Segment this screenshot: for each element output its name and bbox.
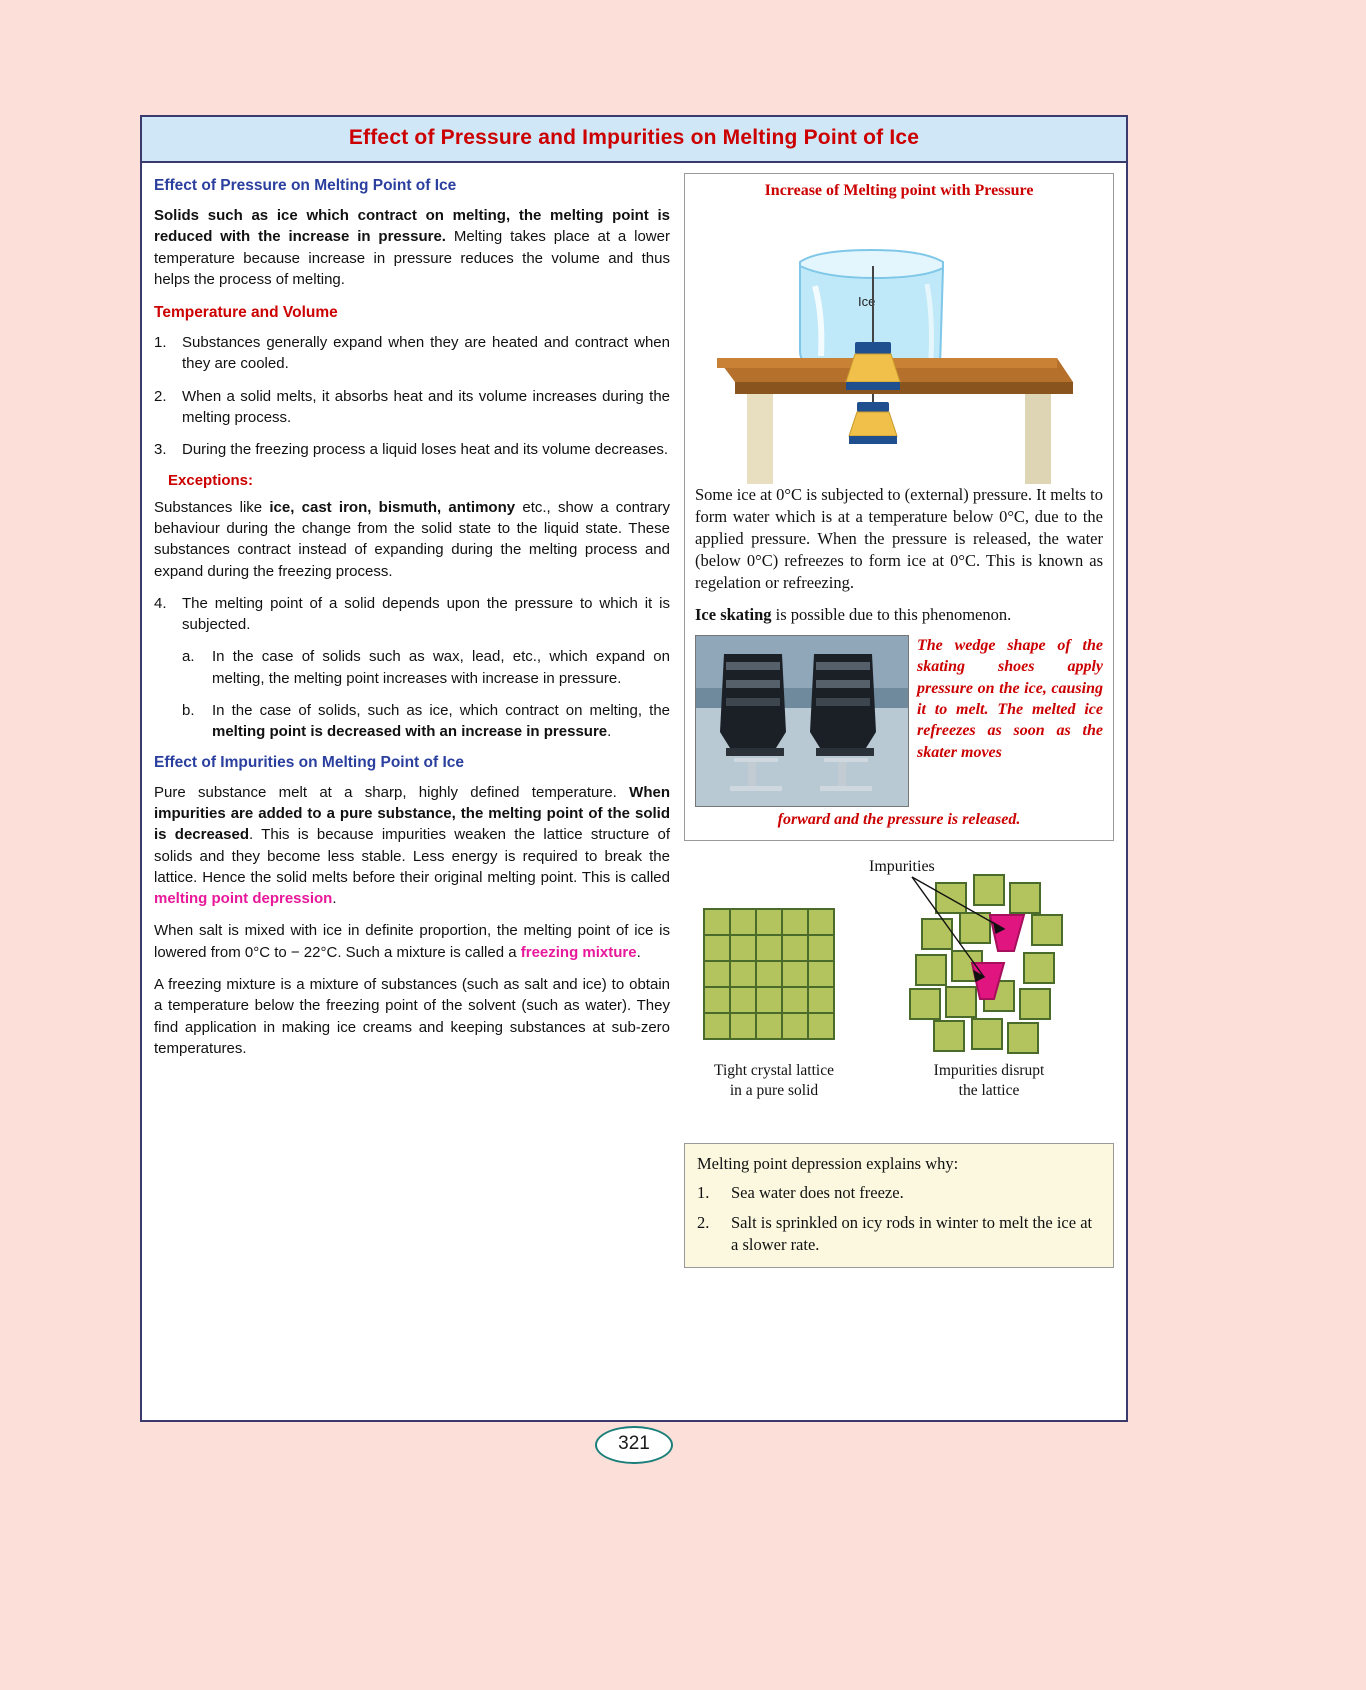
exceptions-post: etc., show a contrary behaviour during the change from the solid state to the liquid state. These substances contract instead of expanding during the melting process and expand during the freezing process. [154, 498, 670, 580]
list-item [182, 646, 670, 689]
ice-skating-rest: is possible due to this phenomenon. [771, 604, 1012, 624]
page-number: 321 [595, 1426, 673, 1464]
list-item-text: During the freezing process a liquid loses heat and its volume decreases. [182, 441, 669, 459]
impurities-mid: . This is because impurities weaken the lattice structure of solids and they become less stable. Less energy is required to break the lattice. Hence the solid melts before their original melting point. This is called [154, 826, 670, 886]
lattice-diagram-svg [684, 853, 1090, 1089]
note-box-melting-depression [684, 1143, 1114, 1268]
freezing-mixture-pre: When salt is mixed with ice in definite proportion, the melting point of ice is lowered from 0°C to − 22°C. Such a mixture is called a [154, 922, 670, 961]
list-item-text: Substances generally expand when they are heated and contract when they are cooled. [182, 334, 670, 373]
pressure-figure-box [684, 173, 1114, 841]
skating-caption-part1: The wedge shape of the skating shoes apply pressure on the ice, causing it to melt. The melted ice refreezes as soon as the skater moves [917, 636, 1103, 761]
section-heading-temperature-volume: Temperature and Volume [154, 304, 338, 322]
lattice-figure [684, 853, 1114, 1133]
lattice-caption-right-line2: the lattice [958, 1082, 1020, 1100]
right-column [684, 173, 1114, 1268]
item4b-bold: melting point is decreased with an increase in pressure [212, 723, 608, 741]
weight-icon-lower [849, 402, 897, 444]
item4b-post: . [607, 723, 612, 741]
list-item-number: 1. [154, 334, 167, 352]
pure-lattice-grid [704, 909, 834, 1039]
paragraph-impurities [154, 782, 670, 910]
skating-caption-part2: forward and the pressure is released. [777, 810, 1021, 828]
list-item-number: a. [182, 648, 195, 666]
exceptions-heading: Exceptions: [168, 471, 254, 489]
exceptions-pre: Substances like [154, 498, 270, 516]
impurities-post: . [332, 890, 337, 908]
table-leg-left [747, 394, 773, 484]
list-item-text: The melting point of a solid depends upon the pressure to which it is subjected. [182, 594, 670, 634]
note-heading: Melting point depression explains why: [697, 1154, 959, 1174]
ice-block-illustration [695, 206, 1103, 484]
list-item-text [212, 700, 670, 743]
note-item-text: Sea water does not freeze. [731, 1183, 904, 1203]
impurities-pre: Pure substance melt at a sharp, highly defined temperature. [154, 783, 630, 801]
note-item-number: 1. [697, 1183, 710, 1203]
lattice-caption-left-line1: Tight crystal lattice [714, 1062, 834, 1080]
left-column [154, 173, 684, 1268]
paragraph-ice-skating [695, 604, 1103, 626]
content-columns [142, 163, 1126, 1268]
lattice-caption-left [684, 1061, 864, 1101]
figure-title-pressure: Increase of Melting point with Pressure [764, 182, 1034, 199]
paragraph-pressure-intro [154, 205, 670, 290]
note-list-item [697, 1182, 1101, 1204]
melting-point-depression-term: melting point depression [154, 890, 333, 908]
note-item-number: 2. [697, 1212, 710, 1232]
list-item [154, 439, 670, 460]
lattice-caption-right-line1: Impurities disrupt [933, 1062, 1045, 1080]
ice-apparatus-svg [695, 206, 1101, 484]
section-heading-impurities: Effect of Impurities on Melting Point of Ice [154, 753, 465, 771]
ice-label: Ice [858, 294, 876, 309]
list-item [182, 700, 670, 743]
list-item-number: 3. [154, 441, 167, 459]
list-item [154, 332, 670, 375]
document-page [140, 115, 1128, 1454]
exceptions-bold: ice, cast iron, bismuth, antimony [269, 498, 516, 516]
list-item-text: In the case of solids such as wax, lead, etc., which expand on melting, the melting point increases with increase in pressure. [212, 648, 670, 687]
skating-figure-row [695, 635, 1103, 807]
list-item-number: 2. [154, 387, 167, 405]
ice-skates-illustration [696, 636, 908, 806]
paragraph-freezing-mixture [154, 920, 670, 963]
paragraph-freezing-mixture-definition: A freezing mixture is a mixture of substances (such as salt and ice) to obtain a temperature below the freezing point of the solvent (such as water). They find application in making ice creams and keeping substances at sub-zero temperatures. [154, 976, 670, 1057]
lattice-caption-left-line2: in a pure solid [729, 1082, 819, 1100]
paragraph-pressure-intro-bold: Solids such as ice which contract on melting, the melting point is reduced with the increase in pressure. [154, 207, 670, 246]
table-leg-right [1025, 394, 1051, 484]
ice-skates-photo [695, 635, 909, 807]
impurities-label: Impurities [869, 858, 935, 876]
freezing-mixture-post: . [636, 943, 641, 961]
list-item [154, 593, 670, 636]
section-heading-pressure: Effect of Pressure on Melting Point of Ice [154, 177, 457, 194]
page-title: Effect of Pressure and Impurities on Melting Point of Ice [142, 117, 1126, 163]
list-item-number: 4. [154, 594, 167, 612]
ice-skating-bold: Ice skating [695, 604, 772, 624]
note-list-item [697, 1212, 1101, 1256]
paragraph-exceptions [154, 497, 670, 582]
paragraph-pressure-intro-rest: Melting takes place at a lower temperature because increase in pressure reduces the volume and thus helps the process of melting. [154, 228, 670, 288]
list-item [154, 386, 670, 429]
item4b-pre: In the case of solids, such as ice, which contract on melting, the [212, 702, 670, 720]
list-item-number: b. [182, 702, 195, 720]
impurities-bold: When impurities are added to a pure substance, the melting point of the solid is decreased [154, 783, 670, 844]
list-item-text: When a solid melts, it absorbs heat and its volume increases during the melting process. [182, 387, 670, 427]
note-item-text: Salt is sprinkled on icy rods in winter to melt the ice at a slower rate. [731, 1212, 1093, 1254]
temperature-volume-list [154, 332, 670, 460]
lattice-caption-right [864, 1061, 1114, 1101]
paragraph-regelation: Some ice at 0°C is subjected to (external) pressure. It melts to form water which is at a temperature below 0°C, due to the applied pressure. When the pressure is released, the water (below 0°C) refreezes to form ice at 0°C. This is known as regelation or refreezing. [695, 485, 1103, 593]
freezing-mixture-term: freezing mixture [520, 943, 637, 961]
